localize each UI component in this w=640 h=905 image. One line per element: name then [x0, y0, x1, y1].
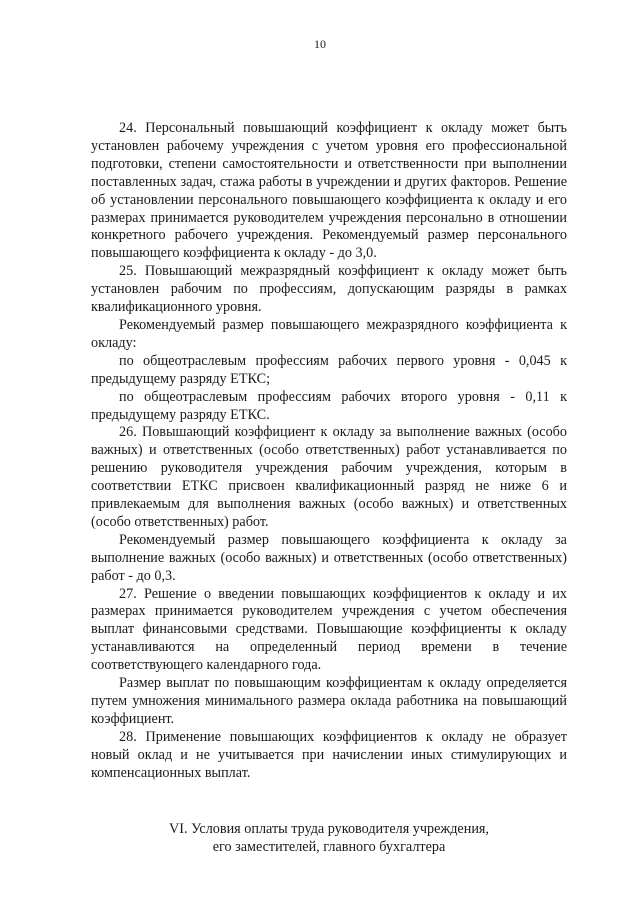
section-heading-line-1: VI. Условия оплаты труда руководителя учреждения,	[169, 821, 489, 837]
page-number: 10	[314, 37, 326, 51]
section-heading-line-2: его заместителей, главного бухгалтера	[212, 838, 446, 855]
paragraph-second-level: по общеотраслевым профессиям рабочих второго уровня - 0,11 к предыдущему разряду ЕТКС.	[91, 388, 567, 423]
paragraph-26: 26. Повышающий коэффициент к окладу за выполнение важных (особо важных) и ответственных (особо ответственных) работ устанавливается по решению руководителя учреждения рабочим учреждения, которым в соответствии ЕТКС присвоен квалификационный разряд не ниже 6 и привлекаемым для выполнения важных (особо важных) и ответственных (особо ответственных) работ.	[91, 424, 567, 530]
paragraph-25: 25. Повышающий межразрядный коэффициент к окладу может быть установлен рабочим по профессиям, допускающим разряды в рамках квалификационного уровня.	[91, 263, 567, 316]
paragraph-27: 27. Решение о введении повышающих коэффициентов к окладу и их размерах принимается руководителем учреждения с учетом обеспечения выплат финансовыми средствами. Повышающие коэффициенты к окладу устанавливаются на определенный период времени в течение соответствующего календарного года.	[91, 585, 567, 674]
paragraph-interbit-recommendation: Рекомендуемый размер повышающего межразрядного коэффициента к окладу:	[91, 316, 567, 351]
paragraph-24: 24. Персональный повышающий коэффициент к окладу может быть установлен рабочему учреждения с учетом уровня его профессиональной подготовки, степени самостоятельности и ответственности при выполнении поставленных задач, стажа работы в учреждении и других факторов. Решение об установлении персонального повышающего коэффициента к окладу и его размерах принимается руководителем учреждения персонально в отношении конкретного рабочего учреждения. Рекомендуемый размер персонального повышающего коэффициента к окладу - до 3,0.	[91, 120, 567, 262]
section-heading	[91, 821, 567, 857]
paragraph-28: 28. Применение повышающих коэффициентов к окладу не образует новый оклад и не учитывается при начислении иных стимулирующих и компенсационных выплат.	[91, 728, 567, 781]
document-body	[91, 120, 567, 783]
paragraph-first-level: по общеотраслевым профессиям рабочих первого уровня - 0,045 к предыдущему разряду ЕТКС;	[91, 352, 567, 387]
paragraph-payment-size: Размер выплат по повышающим коэффициентам к окладу определяется путем умножения минимального размера оклада работника на повышающий коэффициент.	[91, 675, 567, 727]
paragraph-important-work-recommendation: Рекомендуемый размер повышающего коэффициента к окладу за выполнение важных (особо важных) и ответственных (особо ответственных) работ - до 0,3.	[91, 531, 567, 584]
